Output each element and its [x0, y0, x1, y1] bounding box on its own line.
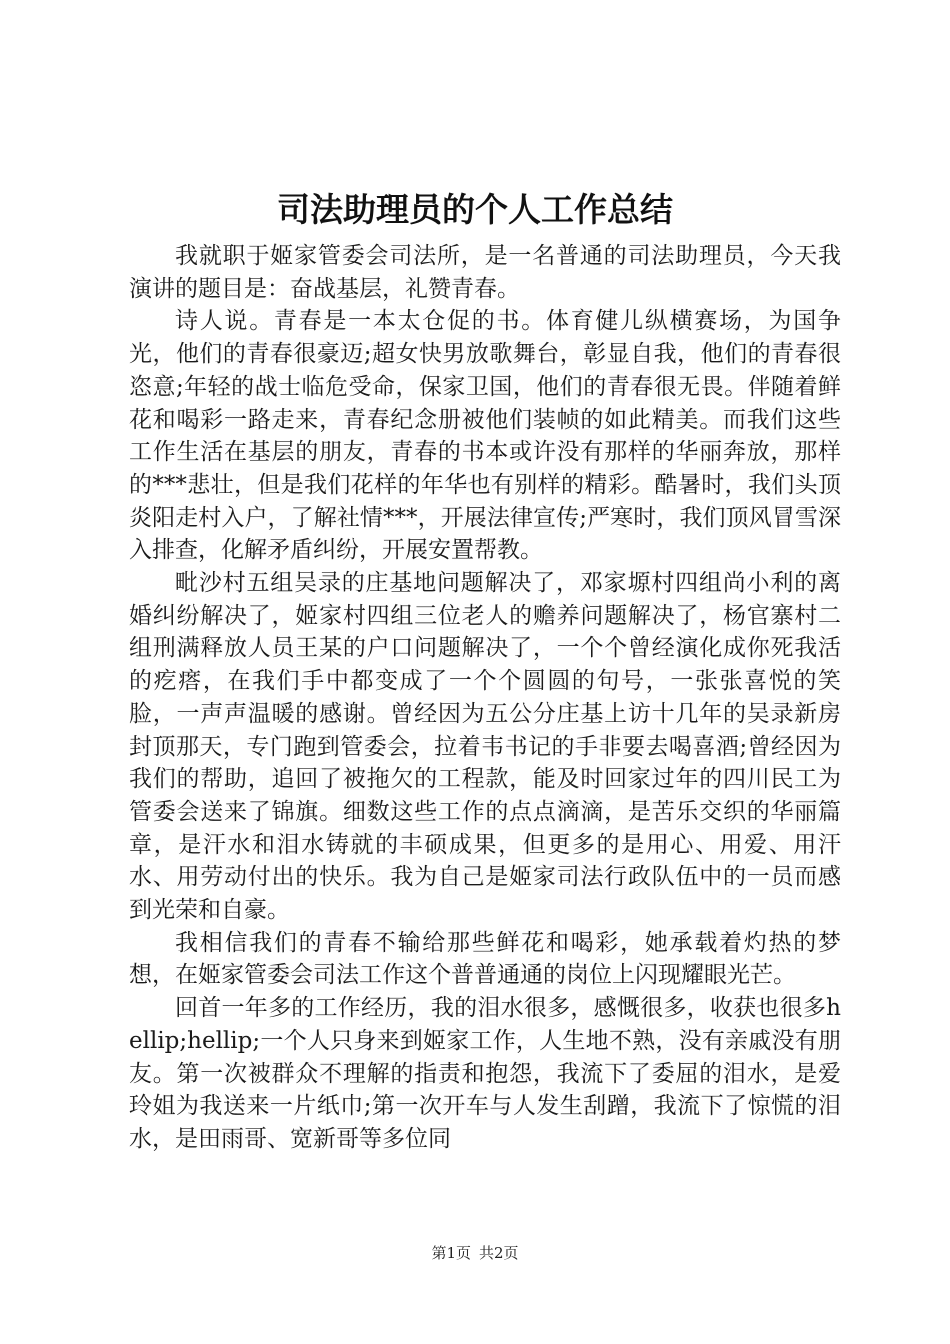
- paragraph: 诗人说。青春是一本太仓促的书。体育健儿纵横赛场，为国争光，他们的青春很豪迈;超女快男放歌舞台，彰显自我，他们的青春很恣意;年轻的战士临危受命，保家卫国，他们的青春很无畏。伴随着鲜花和喝彩一路走来，青春纪念册被他们装帧的如此精美。而我们这些工作生活在基层的朋友，青春的书本或许没有那样的华丽奔放，那样的***悲壮，但是我们花样的年华也有别样的精彩。酷暑时，我们头顶炎阳走村入户，了解社情***，开展法律宣传;严寒时，我们顶风冒雪深入排查，化解矛盾纠纷，开展安置帮教。: [129, 308, 841, 564]
- document-title: 司法助理员的个人工作总结: [277, 190, 673, 229]
- paragraph: 我就职于姬家管委会司法所，是一名普通的司法助理员，今天我演讲的题目是：奋战基层，礼赞青春。: [129, 243, 841, 302]
- page-number: 第1页: [431, 1244, 471, 1262]
- page-total: 共2页: [479, 1244, 519, 1262]
- paragraph: 毗沙村五组吴录的庄基地问题解决了，邓家塬村四组尚小利的离婚纠纷解决了，姬家村四组三位老人的赡养问题解决了，杨官寨村二组刑满释放人员王某的户口问题解决了，一个个曾经演化成你死我活的疙瘩，在我们手中都变成了一个个圆圆的句号，一张张喜悦的笑脸，一声声温暖的感谢。曾经因为五公分庄基上访十几年的吴录新房封顶那天，专门跑到管委会，拉着韦书记的手非要去喝喜酒;曾经因为我们的帮助，追回了被拖欠的工程款，能及时回家过年的四川民工为管委会送来了锦旗。细数这些工作的点点滴滴，是苦乐交织的华丽篇章，是汗水和泪水铸就的丰硕成果，但更多的是用心、用爱、用汗水、用劳动付出的快乐。我为自己是姬家司法行政队伍中的一员而感到光荣和自豪。: [129, 570, 841, 924]
- paragraph: 回首一年多的工作经历，我的泪水很多，感慨很多，收获也很多hellip;hellip;一个人只身来到姬家工作，人生地不熟，没有亲戚没有朋友。第一次被群众不理解的指责和抱怨，我流下了委屈的泪水，是爱玲姐为我送来一片纸巾;第一次开车与人发生刮蹭，我流下了惊慌的泪水，是田雨哥、宽新哥等多位同: [129, 995, 841, 1152]
- document-body: [129, 240, 841, 1156]
- page-footer: [0, 1243, 950, 1263]
- paragraph: 我相信我们的青春不输给那些鲜花和喝彩，她承载着灼热的梦想，在姬家管委会司法工作这个普普通通的岗位上闪现耀眼光芒。: [129, 929, 841, 989]
